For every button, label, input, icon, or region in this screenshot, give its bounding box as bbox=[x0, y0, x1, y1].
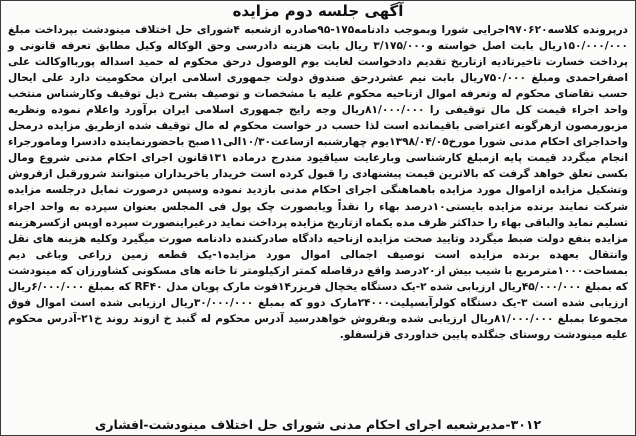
notice-body: درپرونده کلاسه۹۷۰۶۲۰اجرایی شورا وبموجب دادنامه۱۷۵-۹۵صادره ازشعبه ۴شورای حل اختلاف مینودشت بپرداخت مبلغ ۱۵۰/۰۰۰/۰۰۰ریال بابت اصل خواسته و۳/۱۷۵/۰۰۰ ریال بابت هزینه دادرسی وحق الوکاله وکیل مطابق تعرفه قانونی و پرداخت خسارت تاخیرتادیه ازتاریخ تقدیم دادخواست لغایت یوم الوصول درحق محکوم له حمید اسداله پوربااوکالت علی اصفراحمدی ومبلغ ۷۵۰/۰۰۰ریال بابت نیم عشردرحق صندوق دولت جمهوری اسلامی ایران محکومیت دارد علی ایحال حسب تقاضای محکوم له وتعرفه اموال ازناحیه محکوم علیه با مشخصات و توصیف بشرح ذیل توقیف وکارشناس منتخب واحد اجراء قیمت کل مال توقیفی را ۸۱/۰۰۰/۰۰۰ریال وجه رایج جمهوری اسلامی ایران برآورد واعلام نموده ونظریه مزبورمصون ازهرگونه اعتراضی باقیمانده است لذا حسب در خواست محکوم له مال توقیف شده ازطریق مزایده درمحل واحداجرای احکام مدنی شورا مورخ۱۳۹۸/۰۴/۰۵یوم چهارشنبه ازساعت۱۰/۳۰الی۱۱صبح باحضورنماینده دادسرا ومامورجراء انجام میگردد قیمت پایه ازمبلغ کارشناسی وبارعایت سیاقیود مندرج درماده ۱۳۱قانون اجرای احکام مدنی شروع ومال بکسی تعلق خواهد گرفت که بالاترین قیمت پیشنهادی را قبول کرده است خریدار یاخریداران میتوانند شرورقبل ازفروش وتشکیل مزایده ازاموال مورد مزایده باهماهنگی اجرای احکام مدنی بازدید نموده وسپس درصورت تمایل درجلسه مزایده شرکت نمایند برنده مزایده بایستی۱۰درصد بهاء را نقداً ویابصورت چک پول فی المجلس بعنوان سپرده به واحد اجراء تسلیم نماید والباقی بهاء را حداکثر ظرف مده یکماه ازتاریخ مزایده پرداخت نماید درغیراینصورت سپرده اوپس ازکسرهزینه مزایده بنفع دولت ضبط میگردد وتایید صحت مزایده ازناحیه دادگاه صادرکننده دادنامه صورت میگیرد وکلیه هزینه های نقل وانتقال بعهده برنده مزایده است توصیف اجمالی اموال مورد مزایده۱-یک قطعه زمین زراعی وباغی دیم بمساحت۱۰۰۰مترمربع با شیب بیش از۲۰درصد واقع درقاصله کمتر ازکیلومتر تا خانه های مسکونی کشاورزان که مینودشت که بمبلغ ۴۵/۰۰۰/۰۰۰ریال ارزیابی شده ۲-یک دستگاه یخچال فریزر۱۴فوت مارک پویان مدل RF۴۰ که بمبلغ ۶/۰۰۰/۰۰۰ریال ارزیابی شده است ۳-یک دستگاه کولرآبسپلیت۲۴۰۰۰مارک دوو که بمبلغ ۳۰/۰۰۰/۰۰۰ریال ارزیابی شده است اموال فوق مجموعا بمبلغ ۸۱/۰۰۰/۰۰۰ریال ارزیابی شده وبفروش خواهدرسید آدرس محکوم له گنبد خ ازوند روند خ۲۱-آدرس محکوم علیه مینودشت روستای جنگلده پایین خداوردی قزلسفلو. bbox=[8, 24, 629, 341]
notice-signature: ۳۰۱۲-مدیرشعبه اجرای احکام مدنی شورای حل اختلاف مینودشت-افشاری bbox=[94, 417, 542, 432]
notice-title: آگهی جلسه دوم مزایده bbox=[232, 2, 404, 20]
